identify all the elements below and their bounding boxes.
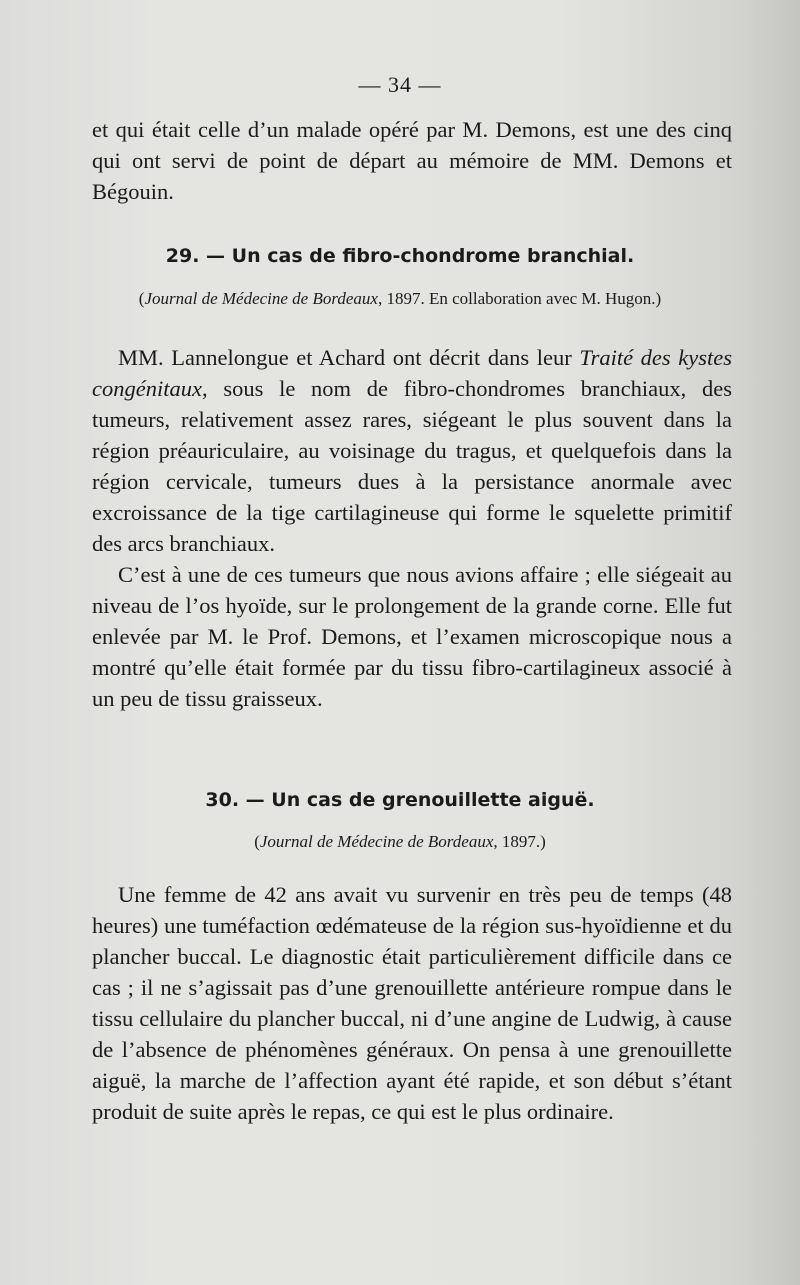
section-30-body (92, 879, 732, 1127)
citation-open-paren: ( (138, 289, 145, 308)
section-29-heading: 29. — Un cas de fibro-chondrome branchial. (165, 245, 635, 267)
section-29-paragraph-1 (92, 342, 732, 559)
citation-rest: , 1897. En collaboration avec M. Hugon.) (377, 289, 662, 308)
section-29-body (92, 342, 732, 714)
section-30-paragraph-1: Une femme de 42 ans avait vu survenir en très peu de temps (48 heures) une tuméfaction œdémateuse de la région sus-hyoïdienne et du plancher buccal. Le diagnostic était particulièrement difficile dans ce cas ; il ne s’agissait pas d’une grenouillette antérieure rompue dans le tissu cellulaire du plancher buccal, ni d’une angine de Ludwig, à cause de l’absence de phénomènes généraux. On pensa à une grenouillette aiguë, la marche de l’affection ayant été rapide, et son début s’étant produit de suite après le repas, ce qui est le plus ordinaire. (92, 882, 732, 1124)
p1-italic-title: Traité des kystes congénitaux (92, 345, 732, 401)
citation-rest: , 1897.) (493, 832, 546, 851)
citation-journal: Journal de Médecine de Bordeaux (144, 289, 378, 308)
citation-journal: Journal de Médecine de Bordeaux (259, 832, 494, 851)
p1-part1: MM. Lannelongue et Achard ont décrit dans leur (118, 345, 580, 370)
intro-paragraph-block (92, 114, 732, 207)
citation-open-paren: ( (254, 832, 260, 851)
section-29-paragraph-2: C’est à une de ces tumeurs que nous avions affaire ; elle siégeait au niveau de l’os hyoïde, sur le prolongement de la grande corne. Elle fut enlevée par M. le Prof. Demons, et l’examen microscopique nous a montré qu’elle était formée par du tissu fibro-cartilagineux associé à un peu de tissu graisseux. (92, 562, 732, 711)
page-number: — 34 — (358, 72, 442, 97)
section-29-citation (0, 289, 800, 309)
intro-paragraph: et qui était celle d’un malade opéré par M. Demons, est une des cinq qui ont servi de point de départ au mémoire de MM. Demons et Bégouin. (92, 117, 732, 204)
section-30-citation (0, 832, 800, 852)
section-30-heading: 30. — Un cas de grenouillette aiguë. (205, 789, 595, 811)
p1-part2: , sous le nom de fibro-chondromes branchiaux, des tumeurs, relativement assez rares, siégeant le plus souvent dans la région préauriculaire, au voisinage du tragus, et quelquefois dans la région cervicale, tumeurs dues à la persistance anormale avec excroissance de la tige cartilagineuse qui forme le squelette primitif des arcs branchiaux. (92, 376, 732, 556)
